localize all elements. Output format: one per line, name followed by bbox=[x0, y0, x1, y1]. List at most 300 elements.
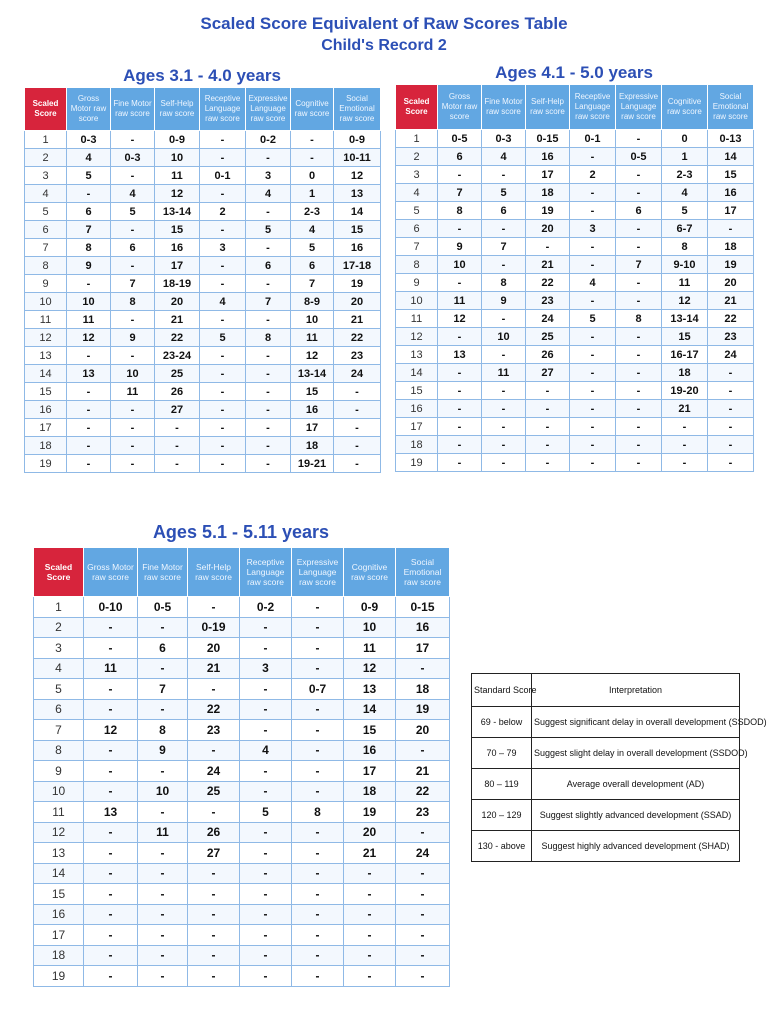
raw-score-cell: 22 bbox=[155, 329, 200, 347]
raw-score-cell: - bbox=[84, 863, 138, 884]
raw-score-cell: 25 bbox=[526, 328, 570, 346]
raw-score-cell: 18 bbox=[291, 437, 334, 455]
interp-text: Suggest slightly advanced development (SSAD) bbox=[532, 800, 740, 831]
interp-text: Suggest highly advanced development (SHAD) bbox=[532, 831, 740, 862]
table-title-ages-5-1: Ages 5.1 - 5.11 years bbox=[152, 522, 330, 542]
raw-score-cell: - bbox=[67, 437, 111, 455]
scaled-score-cell: 16 bbox=[34, 904, 84, 925]
raw-score-cell: - bbox=[84, 699, 138, 720]
raw-score-cell: - bbox=[200, 275, 246, 293]
raw-score-cell: 17 bbox=[291, 419, 334, 437]
raw-score-cell: - bbox=[570, 346, 616, 364]
raw-score-cell: - bbox=[344, 884, 396, 905]
raw-score-cell: - bbox=[526, 418, 570, 436]
raw-score-cell: - bbox=[570, 454, 616, 472]
raw-score-cell: 16 bbox=[334, 239, 381, 257]
raw-score-cell: - bbox=[240, 843, 292, 864]
raw-score-cell: - bbox=[240, 966, 292, 987]
table-row bbox=[34, 966, 450, 987]
raw-score-cell: - bbox=[292, 843, 344, 864]
raw-score-cell: - bbox=[240, 638, 292, 659]
raw-score-cell: - bbox=[482, 418, 526, 436]
raw-score-cell: 13 bbox=[84, 802, 138, 823]
raw-score-cell: 25 bbox=[188, 781, 240, 802]
raw-score-cell: 16 bbox=[708, 184, 754, 202]
column-header: Cognitive raw score bbox=[662, 85, 708, 130]
raw-score-cell: 7 bbox=[438, 184, 482, 202]
raw-score-cell: 26 bbox=[526, 346, 570, 364]
raw-score-cell: 17-18 bbox=[334, 257, 381, 275]
scaled-score-cell: 16 bbox=[25, 401, 67, 419]
raw-score-cell: 23 bbox=[526, 292, 570, 310]
scaled-score-cell: 14 bbox=[25, 365, 67, 383]
column-header: Social Emotional raw score bbox=[708, 85, 754, 130]
raw-score-cell: 21 bbox=[188, 658, 240, 679]
raw-score-cell: - bbox=[188, 966, 240, 987]
scaled-score-cell: 4 bbox=[396, 184, 438, 202]
raw-score-cell: - bbox=[570, 436, 616, 454]
raw-score-cell: 8 bbox=[482, 274, 526, 292]
raw-score-cell: 12 bbox=[155, 185, 200, 203]
column-header: Self-Help raw score bbox=[188, 548, 240, 597]
scaled-score-cell: 3 bbox=[25, 167, 67, 185]
table-row bbox=[34, 597, 450, 618]
raw-score-cell: - bbox=[246, 239, 291, 257]
raw-score-cell: - bbox=[138, 904, 188, 925]
scaled-score-cell: 18 bbox=[396, 436, 438, 454]
column-header: Gross Motor raw score bbox=[67, 88, 111, 131]
raw-score-cell: 2 bbox=[570, 166, 616, 184]
raw-score-cell: 0-13 bbox=[708, 130, 754, 148]
raw-score-cell: 14 bbox=[334, 203, 381, 221]
raw-score-cell: - bbox=[111, 131, 155, 149]
interp-score: 120 – 129 bbox=[472, 800, 532, 831]
raw-score-cell: - bbox=[438, 454, 482, 472]
raw-score-cell: - bbox=[616, 436, 662, 454]
table-row bbox=[25, 455, 381, 473]
scaled-score-cell: 15 bbox=[25, 383, 67, 401]
raw-score-cell: - bbox=[616, 382, 662, 400]
table-row bbox=[34, 863, 450, 884]
raw-score-cell: - bbox=[240, 781, 292, 802]
raw-score-cell: - bbox=[482, 310, 526, 328]
raw-score-cell: - bbox=[246, 275, 291, 293]
raw-score-cell: 7 bbox=[616, 256, 662, 274]
scaled-score-cell: 12 bbox=[34, 822, 84, 843]
raw-score-cell: 12 bbox=[67, 329, 111, 347]
table-row bbox=[396, 364, 754, 382]
column-header: Receptive Language raw score bbox=[570, 85, 616, 130]
column-header: Fine Motor raw score bbox=[111, 88, 155, 131]
raw-score-cell: - bbox=[246, 419, 291, 437]
raw-score-cell: - bbox=[526, 400, 570, 418]
raw-score-cell: 9 bbox=[138, 740, 188, 761]
scaled-score-cell: 3 bbox=[34, 638, 84, 659]
raw-score-cell: - bbox=[84, 966, 138, 987]
table-row bbox=[25, 401, 381, 419]
raw-score-cell: 24 bbox=[334, 365, 381, 383]
raw-score-cell: - bbox=[570, 148, 616, 166]
interp-row bbox=[472, 738, 740, 769]
raw-score-cell: 20 bbox=[526, 220, 570, 238]
column-header: Expressive Language raw score bbox=[292, 548, 344, 597]
interpretation-table bbox=[471, 673, 767, 862]
raw-score-cell: 6 bbox=[438, 148, 482, 166]
raw-score-cell: - bbox=[570, 256, 616, 274]
column-header: Receptive Language raw score bbox=[200, 88, 246, 131]
raw-score-cell: 9 bbox=[111, 329, 155, 347]
scaled-score-cell: 12 bbox=[396, 328, 438, 346]
scaled-score-cell: 2 bbox=[25, 149, 67, 167]
raw-score-cell: - bbox=[482, 166, 526, 184]
raw-score-cell: - bbox=[67, 401, 111, 419]
raw-score-cell: 11 bbox=[438, 292, 482, 310]
raw-score-cell: - bbox=[155, 455, 200, 473]
table-row bbox=[25, 185, 381, 203]
raw-score-cell: - bbox=[616, 274, 662, 292]
raw-score-cell: - bbox=[292, 925, 344, 946]
raw-score-cell: - bbox=[292, 617, 344, 638]
raw-score-cell: 8 bbox=[246, 329, 291, 347]
raw-score-cell: - bbox=[138, 843, 188, 864]
raw-score-cell: - bbox=[570, 418, 616, 436]
table-row bbox=[396, 148, 754, 166]
raw-score-cell: - bbox=[334, 455, 381, 473]
raw-score-cell: 16 bbox=[155, 239, 200, 257]
raw-score-cell: 7 bbox=[67, 221, 111, 239]
raw-score-cell: 7 bbox=[482, 238, 526, 256]
raw-score-cell: 4 bbox=[240, 740, 292, 761]
raw-score-cell: 20 bbox=[396, 720, 450, 741]
raw-score-cell: 13 bbox=[67, 365, 111, 383]
raw-score-cell: 11 bbox=[84, 658, 138, 679]
raw-score-cell: - bbox=[111, 221, 155, 239]
raw-score-cell: 0-5 bbox=[438, 130, 482, 148]
raw-score-cell: - bbox=[240, 617, 292, 638]
scaled-score-cell: 10 bbox=[25, 293, 67, 311]
interp-text: Suggest significant delay in overall development (SSDOD) bbox=[532, 707, 740, 738]
scaled-score-cell: 12 bbox=[25, 329, 67, 347]
table-row bbox=[34, 802, 450, 823]
raw-score-cell: - bbox=[570, 382, 616, 400]
raw-score-cell: 17 bbox=[344, 761, 396, 782]
raw-score-cell: - bbox=[200, 131, 246, 149]
raw-score-cell: - bbox=[438, 382, 482, 400]
raw-score-cell: - bbox=[616, 220, 662, 238]
raw-score-cell: 5 bbox=[570, 310, 616, 328]
raw-score-cell: - bbox=[200, 365, 246, 383]
raw-score-cell: - bbox=[292, 740, 344, 761]
raw-score-cell: 13-14 bbox=[155, 203, 200, 221]
raw-score-cell: 17 bbox=[708, 202, 754, 220]
raw-score-cell: - bbox=[292, 699, 344, 720]
page-title: Scaled Score Equivalent of Raw Scores Table bbox=[200, 14, 568, 33]
raw-score-cell: - bbox=[188, 925, 240, 946]
raw-score-cell: - bbox=[570, 292, 616, 310]
raw-score-cell: - bbox=[438, 328, 482, 346]
raw-score-cell: - bbox=[344, 945, 396, 966]
raw-score-cell: 19 bbox=[708, 256, 754, 274]
table-row bbox=[34, 617, 450, 638]
raw-score-cell: - bbox=[292, 638, 344, 659]
raw-score-cell: - bbox=[292, 597, 344, 618]
table-row bbox=[34, 822, 450, 843]
raw-score-cell: - bbox=[344, 904, 396, 925]
raw-score-cell: 0-10 bbox=[84, 597, 138, 618]
raw-score-cell: 8-9 bbox=[291, 293, 334, 311]
raw-score-cell: - bbox=[334, 437, 381, 455]
interp-text: Average overall development (AD) bbox=[532, 769, 740, 800]
raw-score-cell: 0-19 bbox=[188, 617, 240, 638]
raw-score-cell: 0-3 bbox=[111, 149, 155, 167]
raw-score-cell: - bbox=[616, 130, 662, 148]
raw-score-cell: - bbox=[292, 884, 344, 905]
raw-score-cell: - bbox=[188, 740, 240, 761]
raw-score-cell: 23 bbox=[396, 802, 450, 823]
raw-score-cell: - bbox=[526, 238, 570, 256]
table-row bbox=[34, 638, 450, 659]
raw-score-cell: 0-9 bbox=[155, 131, 200, 149]
scaled-score-cell: 2 bbox=[396, 148, 438, 166]
raw-score-cell: - bbox=[200, 401, 246, 419]
raw-score-cell: 4 bbox=[662, 184, 708, 202]
raw-score-cell: - bbox=[570, 400, 616, 418]
raw-score-cell: - bbox=[291, 131, 334, 149]
scaled-score-cell: 15 bbox=[396, 382, 438, 400]
raw-score-cell: - bbox=[200, 383, 246, 401]
scaled-score-cell: 11 bbox=[396, 310, 438, 328]
raw-score-cell: - bbox=[662, 436, 708, 454]
raw-score-cell: 24 bbox=[708, 346, 754, 364]
table-row bbox=[396, 184, 754, 202]
scaled-score-cell: 17 bbox=[396, 418, 438, 436]
scaled-score-cell: 18 bbox=[25, 437, 67, 455]
raw-score-cell: - bbox=[246, 455, 291, 473]
table-row bbox=[25, 257, 381, 275]
table-row bbox=[25, 239, 381, 257]
raw-score-cell: - bbox=[438, 166, 482, 184]
raw-score-cell: - bbox=[438, 274, 482, 292]
raw-score-cell: 13-14 bbox=[291, 365, 334, 383]
raw-score-cell: 8 bbox=[138, 720, 188, 741]
scaled-score-cell: 13 bbox=[25, 347, 67, 365]
raw-score-cell: - bbox=[662, 454, 708, 472]
raw-score-cell: 22 bbox=[708, 310, 754, 328]
table-row bbox=[25, 347, 381, 365]
raw-score-cell: 18-19 bbox=[155, 275, 200, 293]
raw-score-cell: - bbox=[708, 382, 754, 400]
raw-score-cell: 10-11 bbox=[334, 149, 381, 167]
table-row bbox=[25, 365, 381, 383]
raw-score-cell: - bbox=[438, 436, 482, 454]
raw-score-cell: - bbox=[200, 149, 246, 167]
raw-score-cell: - bbox=[111, 167, 155, 185]
raw-score-cell: - bbox=[291, 149, 334, 167]
raw-score-cell: 16 bbox=[291, 401, 334, 419]
scaled-score-cell: 9 bbox=[396, 274, 438, 292]
scaled-score-cell: 18 bbox=[34, 945, 84, 966]
raw-score-cell: - bbox=[526, 454, 570, 472]
raw-score-cell: - bbox=[292, 720, 344, 741]
raw-score-cell: 4 bbox=[482, 148, 526, 166]
raw-score-cell: - bbox=[292, 822, 344, 843]
raw-score-cell: 7 bbox=[246, 293, 291, 311]
scaled-score-cell: 10 bbox=[34, 781, 84, 802]
table-row bbox=[396, 130, 754, 148]
raw-score-cell: 8 bbox=[292, 802, 344, 823]
scaled-score-cell: 7 bbox=[34, 720, 84, 741]
column-header: Fine Motor raw score bbox=[482, 85, 526, 130]
raw-score-cell: - bbox=[200, 347, 246, 365]
raw-score-cell: - bbox=[246, 401, 291, 419]
interp-row bbox=[472, 831, 740, 862]
raw-score-cell: 22 bbox=[188, 699, 240, 720]
raw-score-cell: 20 bbox=[188, 638, 240, 659]
raw-score-cell: - bbox=[84, 679, 138, 700]
raw-score-cell: 4 bbox=[246, 185, 291, 203]
scaled-score-cell: 9 bbox=[34, 761, 84, 782]
raw-score-cell: - bbox=[138, 925, 188, 946]
raw-score-cell: - bbox=[334, 401, 381, 419]
raw-score-cell: - bbox=[396, 884, 450, 905]
raw-score-cell: - bbox=[616, 328, 662, 346]
raw-score-cell: 21 bbox=[155, 311, 200, 329]
raw-score-cell: - bbox=[438, 400, 482, 418]
scaled-score-cell: 1 bbox=[25, 131, 67, 149]
column-header: Gross Motor raw score bbox=[84, 548, 138, 597]
table-row bbox=[25, 149, 381, 167]
table-row bbox=[34, 699, 450, 720]
scaled-score-cell: 5 bbox=[25, 203, 67, 221]
raw-score-cell: 0-7 bbox=[292, 679, 344, 700]
raw-score-cell: 4 bbox=[111, 185, 155, 203]
raw-score-cell: 10 bbox=[111, 365, 155, 383]
raw-score-cell: 2-3 bbox=[291, 203, 334, 221]
raw-score-cell: 24 bbox=[188, 761, 240, 782]
raw-score-cell: 23-24 bbox=[155, 347, 200, 365]
raw-score-cell: 18 bbox=[662, 364, 708, 382]
raw-score-cell: 23 bbox=[334, 347, 381, 365]
raw-score-cell: 9-10 bbox=[662, 256, 708, 274]
raw-score-cell: 12 bbox=[334, 167, 381, 185]
raw-score-cell: - bbox=[708, 400, 754, 418]
raw-score-cell: 2-3 bbox=[662, 166, 708, 184]
raw-score-cell: - bbox=[292, 658, 344, 679]
raw-score-cell: - bbox=[482, 400, 526, 418]
raw-score-cell: - bbox=[570, 202, 616, 220]
raw-score-cell: 22 bbox=[526, 274, 570, 292]
table-row bbox=[396, 256, 754, 274]
table-row bbox=[25, 131, 381, 149]
raw-score-cell: - bbox=[200, 455, 246, 473]
interp-row bbox=[472, 800, 740, 831]
raw-score-cell: - bbox=[67, 275, 111, 293]
raw-score-cell: 20 bbox=[334, 293, 381, 311]
raw-score-cell: 2 bbox=[200, 203, 246, 221]
raw-score-cell: - bbox=[570, 364, 616, 382]
header-scaled-score: Scaled Score bbox=[25, 88, 67, 131]
raw-score-cell: - bbox=[708, 436, 754, 454]
scaled-score-cell: 8 bbox=[396, 256, 438, 274]
table-row bbox=[25, 329, 381, 347]
scaled-score-cell: 4 bbox=[34, 658, 84, 679]
raw-score-cell: - bbox=[138, 802, 188, 823]
raw-score-cell: 6 bbox=[616, 202, 662, 220]
raw-score-cell: - bbox=[138, 761, 188, 782]
raw-score-cell: 13 bbox=[334, 185, 381, 203]
table-title-ages-3-1: Ages 3.1 - 4.0 years bbox=[123, 66, 281, 85]
table-title-ages-4-1: Ages 4.1 - 5.0 years bbox=[495, 63, 653, 82]
raw-score-cell: - bbox=[662, 418, 708, 436]
raw-score-cell: 0-9 bbox=[344, 597, 396, 618]
raw-score-cell: 12 bbox=[291, 347, 334, 365]
table-row bbox=[34, 761, 450, 782]
table-row bbox=[34, 679, 450, 700]
raw-score-cell: 8 bbox=[438, 202, 482, 220]
raw-score-cell: - bbox=[240, 822, 292, 843]
raw-score-cell: 12 bbox=[84, 720, 138, 741]
raw-score-cell: - bbox=[200, 311, 246, 329]
raw-score-cell: 18 bbox=[344, 781, 396, 802]
raw-score-cell: - bbox=[200, 419, 246, 437]
raw-score-cell: - bbox=[84, 904, 138, 925]
raw-score-cell: 8 bbox=[67, 239, 111, 257]
interp-header-score: Standard Score bbox=[472, 674, 532, 707]
interp-text: Suggest slight delay in overall development (SSDOD) bbox=[532, 738, 740, 769]
raw-score-cell: - bbox=[344, 966, 396, 987]
raw-score-cell: 7 bbox=[291, 275, 334, 293]
raw-score-cell: - bbox=[84, 761, 138, 782]
scaled-score-cell: 8 bbox=[34, 740, 84, 761]
table-row bbox=[34, 843, 450, 864]
scaled-score-cell: 14 bbox=[396, 364, 438, 382]
scaled-score-cell: 7 bbox=[396, 238, 438, 256]
raw-score-cell: - bbox=[155, 419, 200, 437]
raw-score-cell: - bbox=[570, 238, 616, 256]
raw-score-cell: 0-1 bbox=[200, 167, 246, 185]
raw-score-cell: - bbox=[616, 400, 662, 418]
header-scaled-score: Scaled Score bbox=[34, 548, 84, 597]
raw-score-cell: 0-15 bbox=[396, 597, 450, 618]
raw-score-cell: - bbox=[67, 455, 111, 473]
raw-score-cell: 11 bbox=[344, 638, 396, 659]
raw-score-cell: - bbox=[344, 863, 396, 884]
raw-score-cell: 0-3 bbox=[67, 131, 111, 149]
scaled-score-cell: 15 bbox=[34, 884, 84, 905]
raw-score-cell: - bbox=[482, 382, 526, 400]
raw-score-cell: 19-20 bbox=[662, 382, 708, 400]
table-row bbox=[25, 383, 381, 401]
raw-score-cell: - bbox=[111, 455, 155, 473]
raw-score-cell: - bbox=[438, 220, 482, 238]
raw-score-cell: 17 bbox=[526, 166, 570, 184]
table-row bbox=[396, 454, 754, 472]
raw-score-cell: 11 bbox=[67, 311, 111, 329]
raw-score-cell: 8 bbox=[616, 310, 662, 328]
raw-score-cell: - bbox=[84, 925, 138, 946]
score-table-ages-4-1 bbox=[395, 84, 754, 472]
table-row bbox=[396, 400, 754, 418]
table-row bbox=[396, 310, 754, 328]
scaled-score-cell: 1 bbox=[396, 130, 438, 148]
raw-score-cell: - bbox=[246, 437, 291, 455]
raw-score-cell: - bbox=[292, 781, 344, 802]
raw-score-cell: 10 bbox=[291, 311, 334, 329]
raw-score-cell: 20 bbox=[155, 293, 200, 311]
scaled-score-cell: 13 bbox=[34, 843, 84, 864]
raw-score-cell: - bbox=[482, 220, 526, 238]
table-row bbox=[25, 275, 381, 293]
